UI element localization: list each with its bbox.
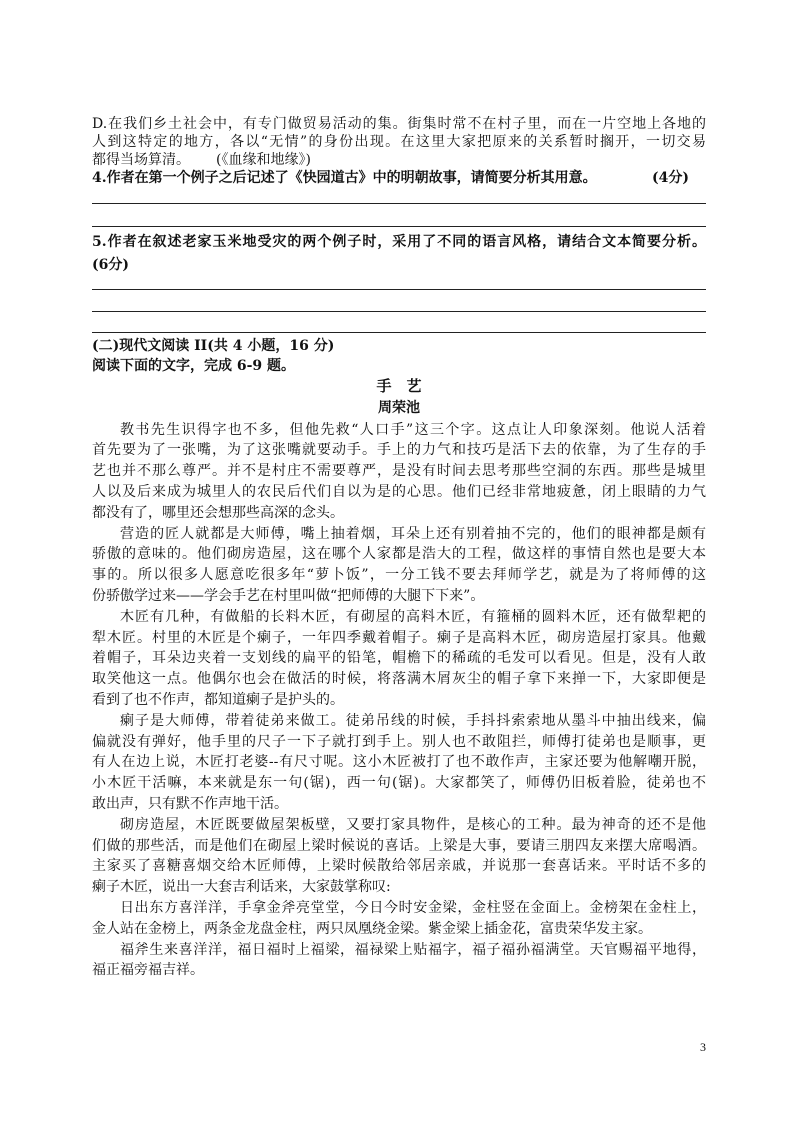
question-4-line xyxy=(92,167,706,189)
passage-line: 骄傲的意味的。他们砌房造屋，这在哪个人家都是浩大的工程，做这样的事情自然也是要大本 xyxy=(92,546,706,563)
passage-title: 手 艺 xyxy=(376,377,422,395)
passage-line: 看到了也不作声，都知道瘌子是护头的。 xyxy=(92,691,344,708)
section-instruction: 阅读下面的文字，完成 6-9 题。 xyxy=(92,358,296,374)
passage-line: 艺也并不那么尊严。并不是村庄不需要尊严，是没有时间去思考那些空洞的东西。那些是城里 xyxy=(92,463,706,480)
passage-line: 首先要为了一张嘴，为了这张嘴就要动手。手上的力气和技巧是活下去的依靠，为了生存的手 xyxy=(92,442,706,459)
passage-line: 犁木匠。村里的木匠是个瘌子，一年四季戴着帽子。瘌子是高料木匠，砌房造屋打家具。他戴 xyxy=(92,629,706,646)
passage-paragraph xyxy=(92,607,706,711)
passage-line: 份骄傲学过来——学会手艺在村里叫做“把师傅的大腿下下来”。 xyxy=(92,587,485,604)
passage-paragraph xyxy=(92,524,706,607)
passage-line: 日出东方喜洋洋，手拿金斧亮堂堂，今日今时安金梁，金柱竖在金面上。金榜架在金柱上， xyxy=(120,899,706,916)
passage-line: 福正福旁福吉祥。 xyxy=(92,962,204,979)
option-d-line: D.在我们乡土社会中，有专门做贸易活动的集。街集时常不在村子里，而在一片空地上各地的 xyxy=(92,116,706,132)
passage-author: 周荣池 xyxy=(378,400,420,416)
passage-line: 们做的那些活，而是他们在砌屋上梁时候说的喜话。上梁是大事，要请三朋四友来摆大席喝酒。 xyxy=(92,837,706,854)
option-d-citation: (《血缘和地缘》) xyxy=(216,152,311,168)
answer-line xyxy=(92,332,706,333)
passage-line: 木匠有几种，有做船的长料木匠，有砌屋的高料木匠，有箍桶的圆料木匠，还有做犁耙的 xyxy=(120,608,706,625)
passage-line: 都没有了，哪里还会想那些高深的念头。 xyxy=(92,504,344,521)
answer-line xyxy=(92,311,706,312)
question-4-score: (4分) xyxy=(652,170,689,186)
question-4-text: 4.作者在第一个例子之后记述了《快园道古》中的明朝故事，请简要分析其用意。 xyxy=(92,170,597,186)
passage-paragraph xyxy=(92,420,706,524)
passage-line: 瘌子是大师傅，带着徒弟来做工。徒弟吊线的时候，手抖抖索索地从墨斗中抽出线来，偏 xyxy=(120,712,706,729)
section-heading: (二)现代文阅读 II(共 4 小题，16 分) xyxy=(92,338,335,354)
passage-line: 事的。所以很多人愿意吃很多年“萝卜饭”，一分工钱不要去拜师学艺，就是为了将师傅的这 xyxy=(92,567,706,584)
passage-line: 取笑他这一点。他偶尔也会在做活的时候，将落满木屑灰尘的帽子拿下来掸一下，大家即便是 xyxy=(92,671,706,688)
question-5-score: (6分) xyxy=(92,257,129,273)
passage-line: 福斧生来喜洋洋，福日福时上福梁，福禄梁上贴福字，福子福孙福满堂。天官赐福平地得， xyxy=(120,941,706,958)
passage-paragraph xyxy=(92,898,706,940)
passage-line: 主家买了喜糖喜烟交给木匠师傅，上梁时候散给邻居亲戚，并说那一套喜话来。平时话不多的 xyxy=(92,858,706,875)
passage-line: 砌房造屋，木匠既要做屋架板壁，又要打家具物件，是核心的工种。最为神奇的还不是他 xyxy=(120,816,706,833)
passage-line: 有人在边上说，木匠打老婆--有尺寸呢。这小木匠被打了也不敢作声，主家还要为他解嘲开脱， xyxy=(92,754,706,771)
option-d-last-text: 都得当场算清。 xyxy=(92,152,190,168)
option-d-line: 人到这特定的地方，各以“无情”的身份出现。在这里大家把原来的关系暂时搁开，一切交易 xyxy=(92,134,706,150)
passage-line: 瘌子木匠，说出一大套吉利话来，大家鼓掌称叹: xyxy=(92,879,391,896)
option-d-paragraph xyxy=(92,115,706,169)
answer-line xyxy=(92,226,706,227)
page-number: 3 xyxy=(700,1040,706,1054)
passage-line: 偏就没有弹好，他手里的尺子一下子就打到手上。别人也不敢阻拦，师傅打徒弟也是顺事，更 xyxy=(92,733,706,750)
passage-line: 人以及后来成为城里人的农民后代们自以为是的心思。他们已经非常地疲惫，闭上眼睛的力气 xyxy=(92,483,706,500)
passage-line: 着帽子，耳朵边夹着一支划线的扁平的铅笔，帽檐下的稀疏的毛发可以看见。但是，没有人敢 xyxy=(92,650,706,667)
question-5 xyxy=(92,231,706,277)
passage-body xyxy=(92,420,706,982)
question-4 xyxy=(92,167,706,189)
answer-line xyxy=(92,203,706,204)
passage-line: 小木匠干活嘛，本来就是东一句(锯)，西一句(锯)。大家都笑了，师傅仍旧板着脸，徒弟也不 xyxy=(92,775,706,792)
passage-line: 敢出声，只有默不作声地干活。 xyxy=(92,795,288,812)
question-5-text: 5.作者在叙述老家玉米地受灾的两个例子时，采用了不同的语言风格，请结合文本简要分析。 xyxy=(92,234,706,250)
passage-line: 教书先生识得字也不多，但他先救“人口手”这三个字。这点让人印象深刻。他说人活着 xyxy=(120,421,706,438)
passage-paragraph xyxy=(92,711,706,815)
passage-line: 金人站在金榜上，两条金龙盘金柱，两只凤凰绕金梁。紫金梁上插金花，富贵荣华发主家。 xyxy=(92,920,652,937)
passage-line: 营造的匠人就都是大师傅，嘴上抽着烟，耳朵上还有别着抽不完的，他们的眼神都是颇有 xyxy=(120,525,706,542)
answer-line xyxy=(92,289,706,290)
passage-paragraph xyxy=(92,815,706,898)
passage-paragraph xyxy=(92,940,706,982)
